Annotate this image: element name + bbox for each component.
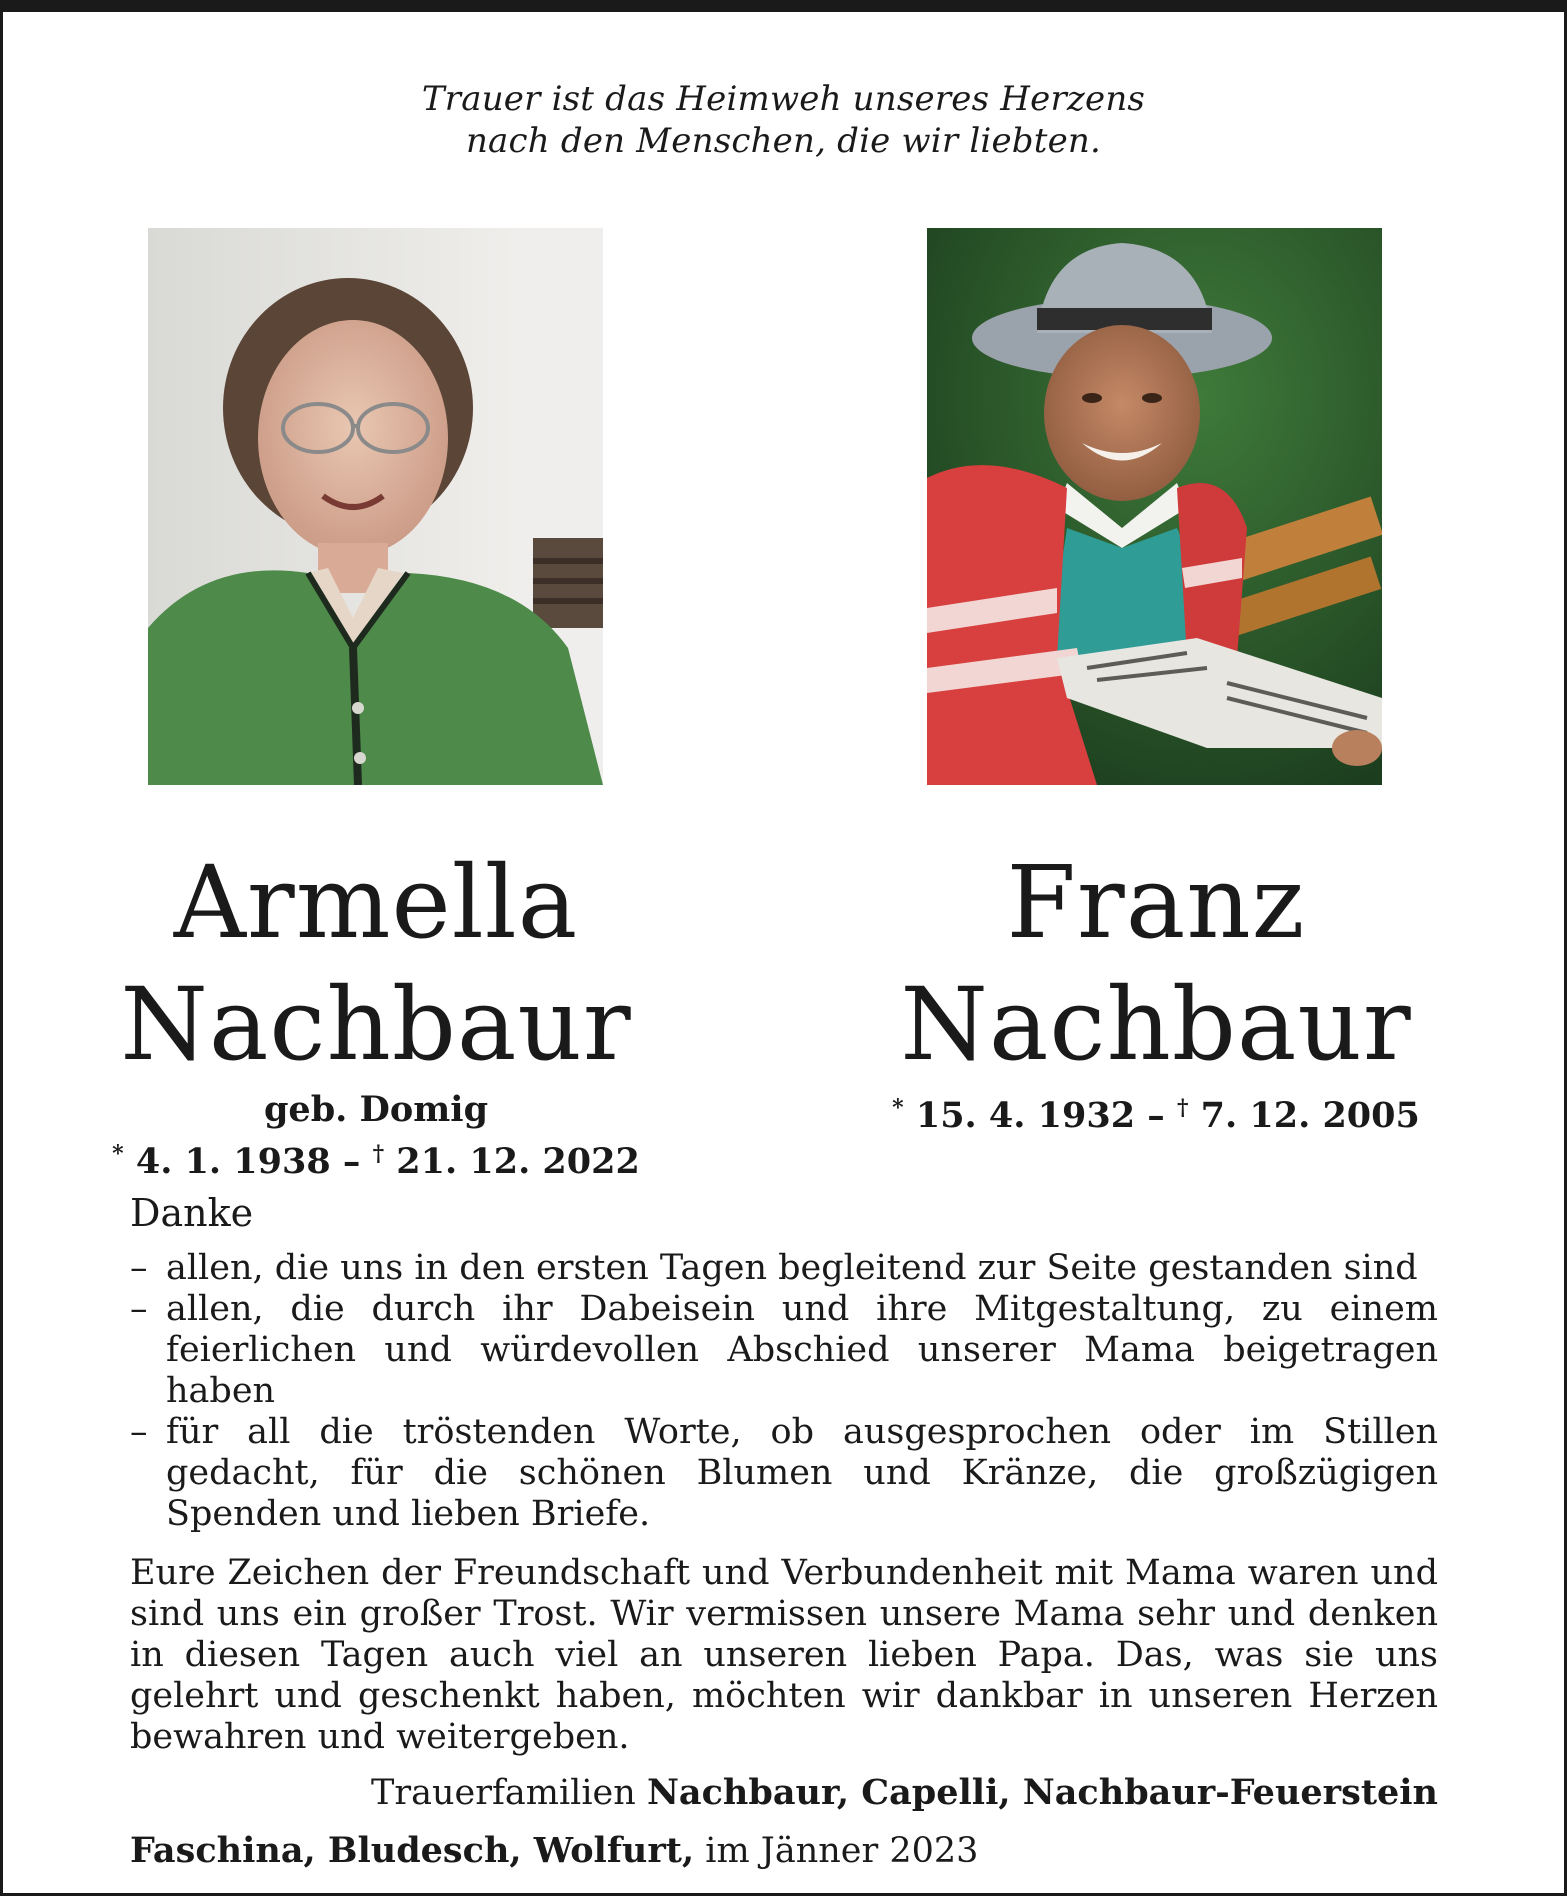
closing-paragraph: Eure Zeichen der Freundschaft und Verbundenheit mit Mama waren und sind uns ein großer Trost. Wir vermissen unsere Mama sehr und denken in diesen Tagen auch viel an unseren lieben Papa. Das, was sie uns gelehrt und geschenkt haben, möchten wir dankbar in unseren Herzen bewahren und weitergeben. [130,1553,1438,1757]
list-item [130,1289,1438,1412]
date: im Jänner 2023 [705,1831,979,1871]
list-item [130,1248,1438,1289]
person-franz [880,842,1432,1138]
surname: Nachbaur [900,966,1412,1083]
given-name: Franz [1006,844,1306,961]
died-symbol: † [372,1141,385,1167]
thank-you-text [130,1193,1438,1872]
portrait-franz [927,228,1382,785]
given-name: Armella [173,844,579,961]
list-dash: – [130,1289,148,1329]
motto-line-1: Trauer ist das Heimweh unseres Herzens [421,79,1146,119]
died-date: 7. 12. 2005 [1200,1095,1420,1136]
signature-families: Nachbaur, Capelli, Nachbaur-Feuerstein [646,1772,1438,1813]
date-separator: – [1147,1095,1165,1136]
list-item [130,1412,1438,1535]
life-dates [880,1086,1432,1138]
list-item-text: allen, die uns in den ersten Tagen begleitend zur Seite gestanden sind [166,1248,1418,1288]
signature-prefix: Trauerfamilien [371,1773,636,1813]
born-date: 4. 1. 1938 [135,1141,331,1182]
date-separator: – [342,1141,361,1182]
list-item-text: allen, die durch ihr Dabeisein und ihre Mitgestaltung, zu einem feierlichen und würdevollen Abschied unserer Mama beigetragen haben [166,1289,1438,1411]
died-symbol: † [1176,1095,1189,1121]
maiden-name: geb. Domig [263,1089,489,1130]
thanks-list [130,1248,1438,1535]
surname: Nachbaur [120,966,632,1083]
list-dash: – [130,1248,148,1288]
list-item-text: für all die tröstenden Worte, ob ausgesprochen oder im Stillen gedacht, für die schönen Blumen und Kränze, die großzügigen Spenden und lieben Briefe. [166,1412,1438,1534]
born-symbol: * [892,1095,904,1121]
born-symbol: * [112,1141,124,1167]
motto [0,78,1567,162]
portrait-armella [148,228,603,785]
born-date: 15. 4. 1932 [915,1095,1136,1136]
person-armella [100,842,652,1184]
life-dates [100,1132,652,1184]
list-dash: – [130,1412,148,1452]
died-date: 21. 12. 2022 [396,1141,640,1182]
places: Faschina, Bludesch, Wolfurt, [130,1830,695,1871]
place-and-date [130,1830,1438,1872]
signature [130,1772,1438,1814]
thanks-title: Danke [130,1191,254,1235]
motto-line-2: nach den Menschen, die wir liebten. [465,121,1102,161]
